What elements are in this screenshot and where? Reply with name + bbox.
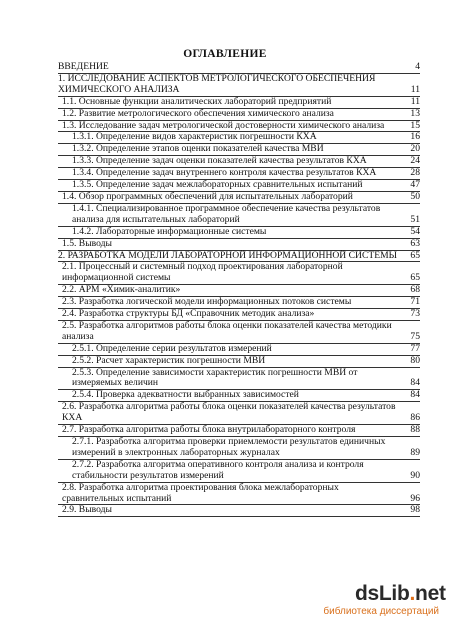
toc-entry-page: 4 [415,61,420,72]
toc-entry-page: 88 [410,424,420,436]
toc-entry-title: 1.4. Обзор программных обеспечений для испытательных лабораторий [62,190,353,202]
toc-entry-title: ВВЕДЕНИЕ [58,61,109,72]
watermark-logo [355,582,446,606]
toc-entry [58,356,420,368]
toc-entry-page: 96 [410,492,420,504]
toc-entry-title: 1.3.1. Определение видов характеристик погрешности КХА [72,131,317,143]
toc-entry [58,368,420,391]
toc-entry-title: 2.2. АРМ «Химик-аналитик» [62,284,181,296]
toc-entry [58,483,420,506]
toc-entry-title: 1.4.2. Лабораторные информационные системы [72,225,267,237]
toc-entry [58,109,420,121]
toc-entry-page: 73 [410,308,420,320]
toc-entry-page: 84 [410,377,420,389]
toc-entry-page: 90 [410,469,420,481]
toc-entry-title: 2.7.2. Разработка алгоритма оперативного контроля анализа и контроля стабильности результатов измерений [72,458,364,481]
books-logo-icon [351,584,352,585]
toc-entry-page: 63 [410,237,420,249]
toc-entry-title: 2.5.3. Определение зависимости характеристик погрешности МВИ от измеряемых величин [72,366,358,389]
toc-entry [58,402,420,425]
toc-entry-page: 71 [410,296,420,308]
toc-entry-title: 2.5. Разработка алгоритмов работы блока оценки показателей качества методики анализа [62,319,392,342]
watermark-subtitle: библиотека диссертаций [323,606,439,617]
table-of-contents [58,62,420,517]
toc-entry-title: 1.2. Развитие метрологического обеспечения химического анализа [62,107,334,119]
toc-entry-page: 11 [410,83,420,95]
toc-entry-title: 2.4. Разработка структуры БД «Справочник методик анализа» [62,308,315,320]
toc-entry [58,321,420,344]
watermark [323,582,446,617]
toc-entry-title: 2.3. Разработка логической модели информационных потоков системы [62,296,352,308]
toc-entry [58,460,420,483]
toc-entry-title: 2.8. Разработка алгоритма проектирования блока межлабораторных сравнительных испытаний [62,481,339,504]
toc-entry-page: 80 [410,354,420,366]
toc-entry-title: 1.3.5. Определение задач межлабораторных сравнительных испытаний [72,179,363,191]
toc-entry-page: 15 [410,119,420,131]
toc-entry-page: 86 [410,412,420,424]
toc-entry-page: 75 [410,330,420,342]
toc-entry-title: 1.3.4. Определение задач внутреннего контроля качества результатов КХА [72,167,377,179]
toc-entry-page: 77 [410,342,420,354]
watermark-logo-dot: . [409,582,416,605]
toc-entry [58,227,420,239]
toc-entry-title: 1.3.2. Определение этапов оценки показателей качества МВИ [72,143,324,155]
toc-entry-page: 65 [410,249,420,261]
page-title: ОГЛАВЛЕНИЕ [183,48,267,60]
toc-entry-title: 2.5.1. Определение серии результатов измерений [72,342,272,354]
toc-entry-page: 24 [410,155,420,167]
toc-entry-title: 1. ИССЛЕДОВАНИЕ АСПЕКТОВ МЕТРОЛОГИЧЕСКОГО ОБЕСПЕЧЕНИЯ ХИМИЧЕСКОГО АНАЛИЗА [58,72,376,95]
toc-entry-page: 65 [410,272,420,284]
watermark-logo-tld: net [415,582,446,605]
toc-entry-page: 47 [410,179,420,191]
toc-entry-title: 2.5.4. Проверка адекватности выбранных зависимостей [72,389,299,401]
toc-entry [58,262,420,285]
toc-entry [58,437,420,460]
toc-entry [58,344,420,356]
toc-entry-title: 2.6. Разработка алгоритма работы блока оценки показателей качества результатов КХА [62,401,396,424]
toc-entry-page: 54 [410,225,420,237]
toc-entry-title: 2.9. Выводы [62,504,112,516]
toc-entry-page: 89 [410,446,420,458]
toc-entry-title: 1.1. Основные функции аналитических лабораторий предприятий [62,95,332,107]
toc-entry-title: 2. РАЗРАБОТКА МОДЕЛИ ЛАБОРАТОРНОЙ ИНФОРМАЦИОННОЙ СИСТЕМЫ [58,249,397,261]
toc-entry-title: 2.7.1. Разработка алгоритма проверки приемлемости результатов единичных измерений в электронных лабораторных журналах [72,436,386,458]
toc-entry-title: 1.4.1. Специализированное программное обеспечение качества результатов анализа для испытательных лабораторий [72,202,381,225]
toc-entry-title: 1.3. Исследование задач метрологической достоверности химического анализа [62,119,385,131]
toc-entry-title: 1.5. Выводы [62,237,112,249]
toc-entry [58,74,420,97]
toc-entry-page: 68 [410,284,420,296]
toc-entry-title: 2.7. Разработка алгоритма работы блока внутрилабораторного контроля [62,424,356,436]
toc-entry-page: 51 [410,213,420,225]
watermark-logo-main: dsLib [355,582,410,605]
toc-entry-page: 20 [410,143,420,155]
toc-entry-page: 50 [410,190,420,202]
toc-entry-title: 1.3.3. Определение задач оценки показателей качества результатов КХА [72,155,367,167]
toc-entry [58,97,420,109]
toc-entry-page: 28 [410,167,420,179]
toc-entry-title: 2.5.2. Расчет характеристик погрешности МВИ [72,354,266,366]
toc-entry-page: 84 [410,389,420,401]
toc-entry-title: 2.1. Процессный и системный подход проектирования лабораторной информационной системы [62,261,343,284]
toc-entry-page: 16 [410,131,420,143]
toc-entry-page: 98 [410,504,420,516]
toc-entry-page: 11 [410,95,420,107]
toc-entry [58,204,420,227]
toc-entry [58,239,420,251]
toc-entry [58,505,420,517]
toc-entry-page: 13 [410,107,420,119]
